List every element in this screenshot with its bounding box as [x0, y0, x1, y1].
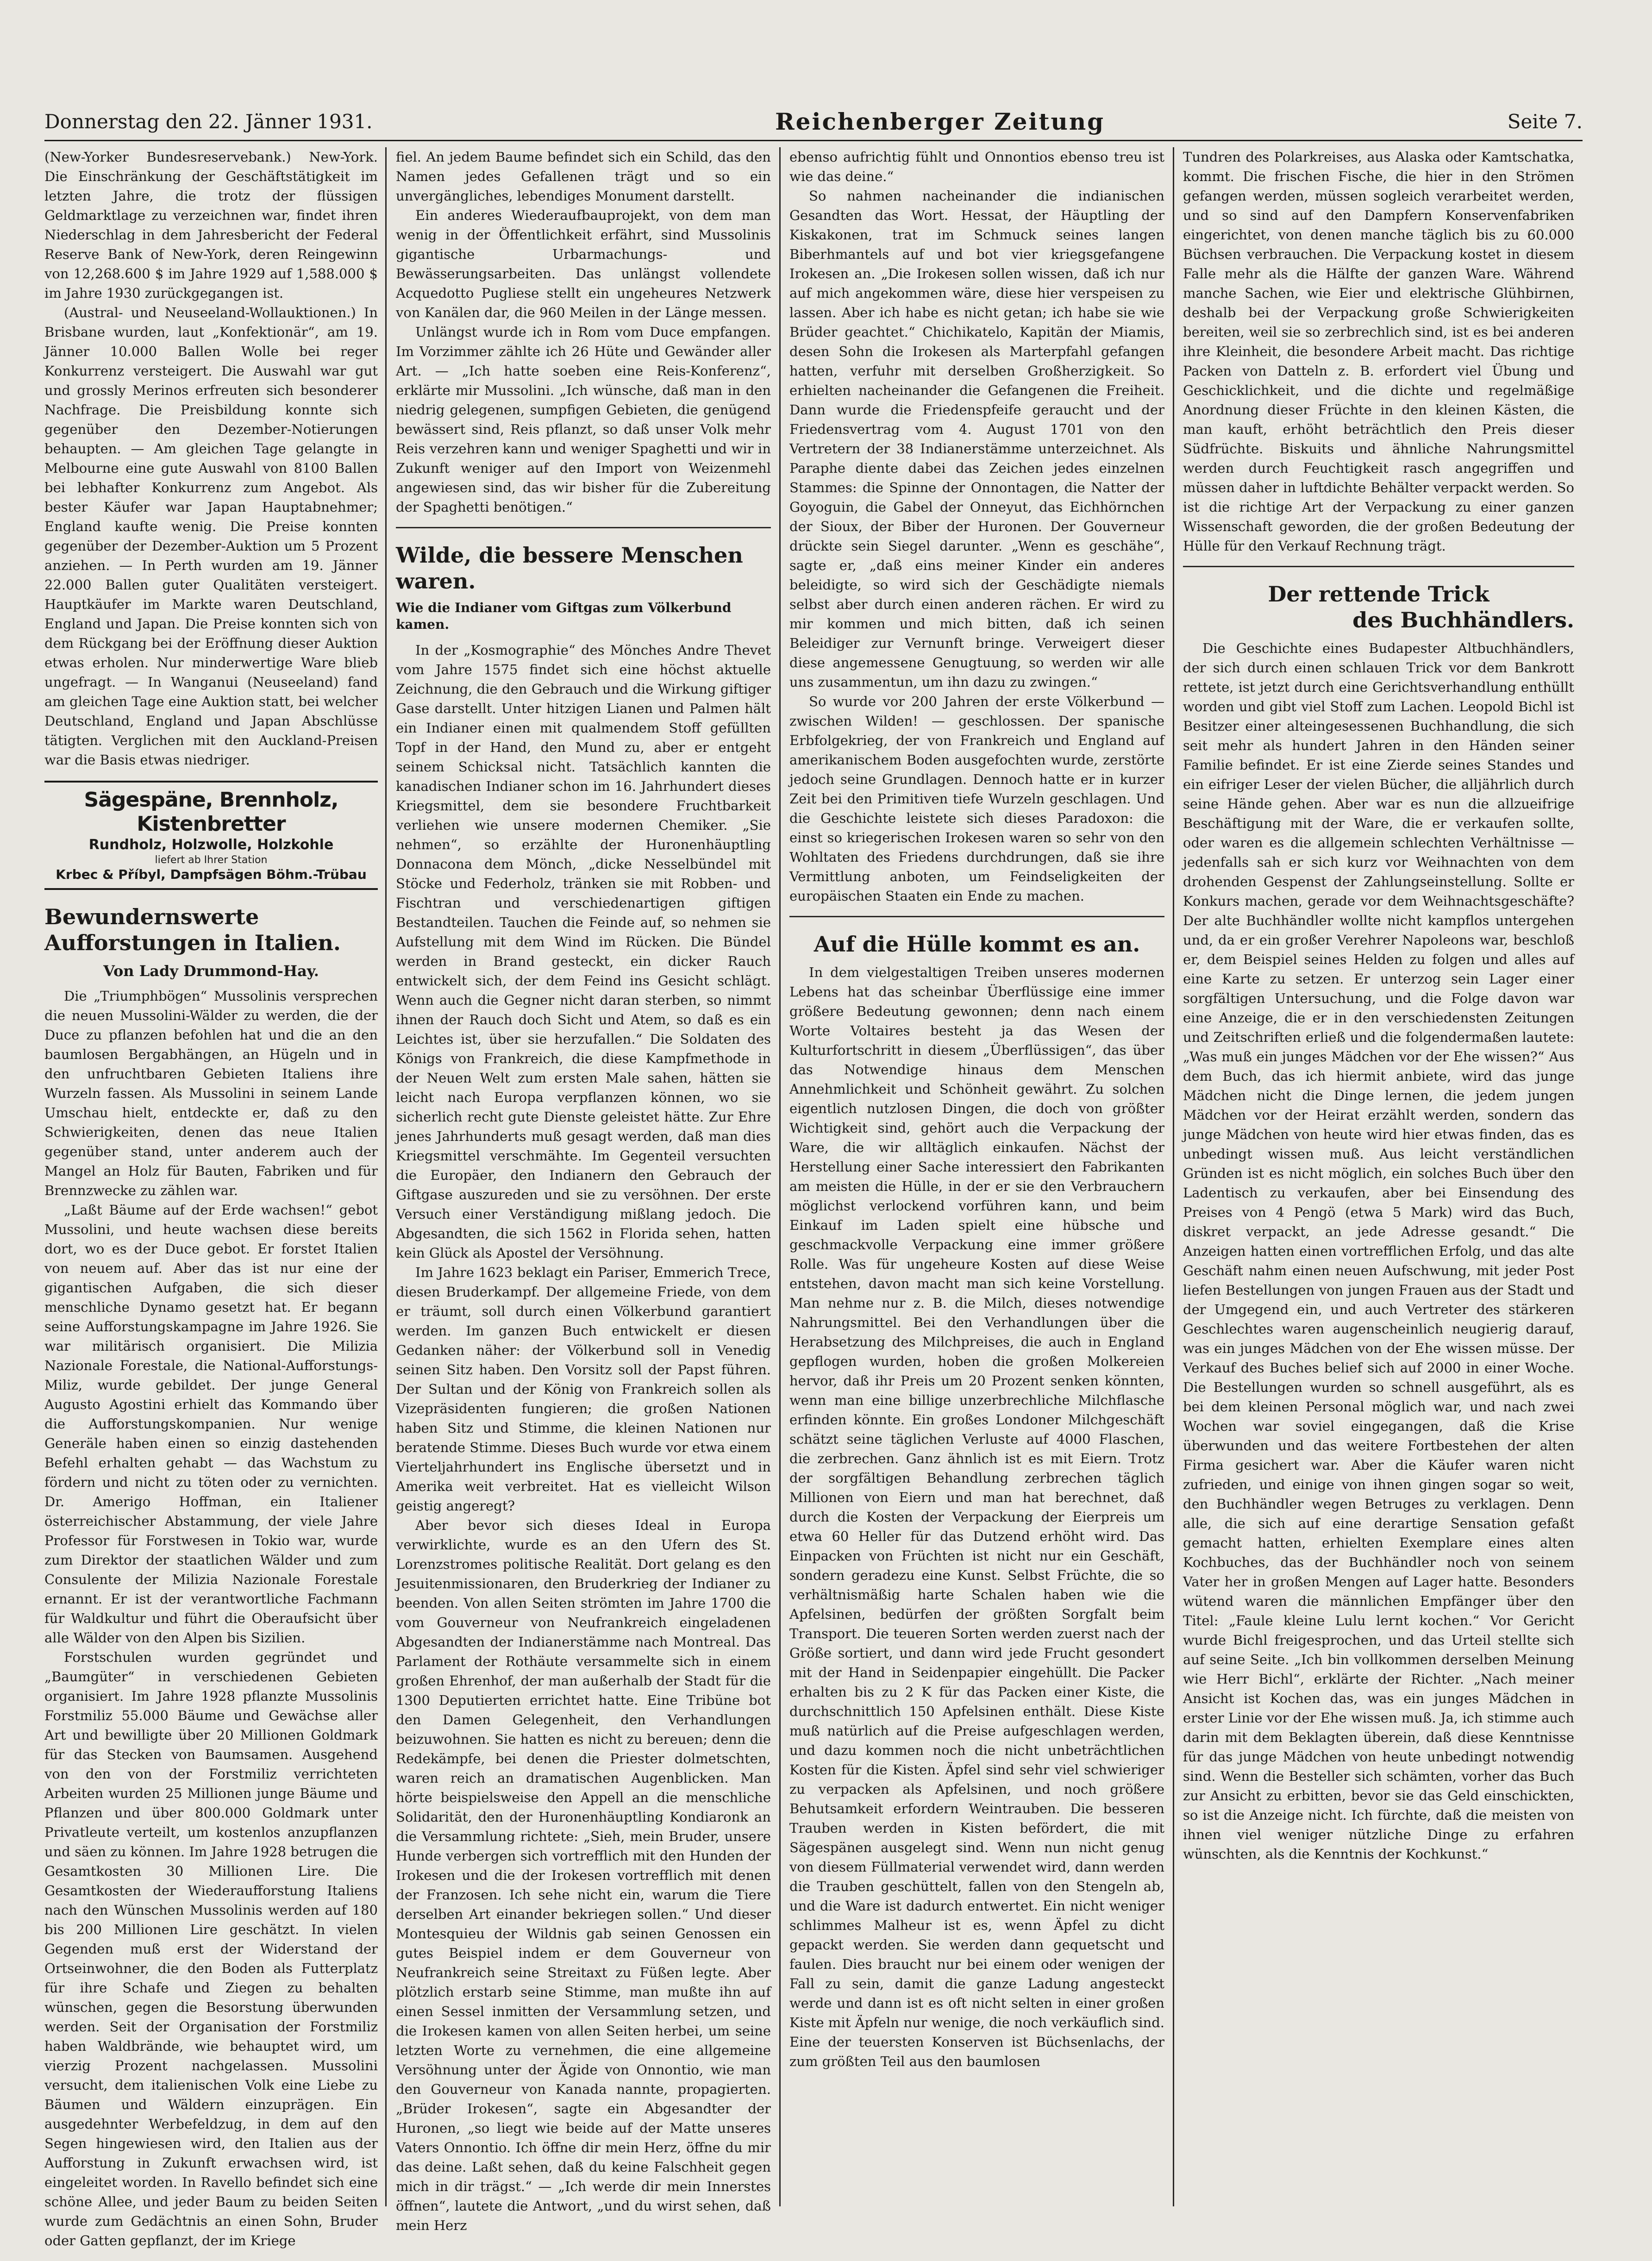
- news-item-wool-auctions: (Austral- und Neuseeland-Wollauktionen.) In Brisbane wurden, laut „Konfektionär“, am 19. Jänner 10.000 Ballen Wolle bei reger Konkurrenz versteigert. Die Auswahl war gut und grossly Merinos erfreuten sich besonderer Nachfrage. Die Preisbildung konnte sich gegenüber den Dezember-Notierungen behaupten. — Am gleichen Tage gelangte in Melbourne eine gute Auswahl von 8100 Ballen bei lebhafter Konkurrenz zum Angebot. Als bester Käufer war Japan Hauptabnehmer; England kaufte wenig. Die Preise konnten gegenüber der Dezember-Auktion um 5 Prozent anziehen. — In Perth wurden am 19. Jänner 22.000 Ballen guter Qualitäten versteigert. Hauptkäufer im Markte waren Deutschland, England und Japan. Die Preise konnten sich von dem Rückgang bei der Eröffnung dieser Auktion etwas erholen. Nur minderwertige Ware blieb ungefragt. — In Wanganui (Neuseeland) fand am gleichen Tage eine Auktion statt, bei welcher Deutschland, England und Japan Abschlüsse tätigten. Verglichen mit den Auckland-Preisen war die Basis etwas niedriger.: [44, 305, 378, 768]
- ad-headline: Sägespäne, Brennholz, Kistenbretter: [84, 788, 338, 836]
- article-paragraph: Unlängst wurde ich in Rom vom Duce empfangen. Im Vorzimmer zählte ich 26 Hüte und Gewänder aller Art. — „Ich hatte soeben eine Reis-Konferenz“, erklärte mir Mussolini. „Ich wünsche, daß man in den niedrig gelegenen, sumpfigen Gebieten, die genügend bewässert sind, Reis pflanzt, so daß unser Volk mehr Reis verzehren kann und weniger Spaghetti und wir in Zukunft weniger auf den Import von Weizenmehl angewiesen sind, das wir bisher für die Zubereitung der Spaghetti benötigen.“: [396, 324, 771, 515]
- article-paragraph: In der „Kosmographie“ des Mönches Andre Thevet vom Jahre 1575 findet sich eine höchst aktuelle Zeichnung, die den Gebrauch und die Wirkung giftiger Gase darstellt. Unter hitzigen Lianen und Palmen hält ein Indianer einen mit qualmendem Stoff gefüllten Topf in der Hand, den Mund zu, aber er entgeht seinem Schicksal nicht. Tatsächlich kannten die kanadischen Indianer schon im 16. Jahrhundert dieses Kriegsmittel, dem sie besondere Fruchtbarkeit verliehen wie unsere modernen Chemiker. „Sie nehmen“, so erzählte der Huronenhäuptling Donnacona dem Mönch, „dicke Nesselbündel mit Stöcke und Federholz, tränken sie mit Robben- und Fischtran und verschiedenartigen giftigen Bestandteilen. Tauchen die Feinde auf, so nehmen sie Aufstellung mit dem Wind im Rücken. Die Bündel werden in Brand gesteckt, ein dicker Rauch entwickelt sich, der dem Feind ins Gesicht schlägt. Wenn auch die Gegner nicht daran sterben, so nimmt ihnen der Rauch doch Sicht und Atem, so daß es ein Leichtes ist, über sie herzufallen.“ Die Soldaten des Königs von Frankreich, die diese Kampfmethode in der Neuen Welt zum ersten Male sahen, hätten sie leicht nach Europa verpflanzen können, wo sie sicherlich recht gute Dienste geleistet hätte. Zur Ehre jenes Jahrhunderts muß gesagt werden, daß man dies Kriegsmittel verschmähte. Im Gegenteil versuchten die Europäer, den Indianern den Gebrauch der Giftgase auszureden und sie zu versöhnen. Der erste Versuch einer Verständigung mißlang jedoch. Die Abgesandten, die sich 1562 in Florida sehen, hatten kein Glück als Apostel der Versöhnung.: [396, 642, 771, 1261]
- article-paragraph: Ein anderes Wiederaufbauprojekt, von dem man wenig in der Öffentlichkeit erfährt, sind Mussolinis gigantische Urbarmachungs- und Bewässerungsarbeiten. Das unlängst vollendete Acquedotto Pugliese stellt ein ungeheures Netzwerk von Kanälen dar, die 960 Meilen in der Länge messen.: [396, 207, 771, 320]
- article-byline: Von Lady Drummond-Hay.: [103, 962, 319, 980]
- article-title-wilde: Wilde, die bessere Menschen waren.: [396, 543, 743, 594]
- article-paragraph: Die Geschichte eines Budapester Altbuchhändlers, der sich durch einen schlauen Trick vor dem Bankrott rettete, ist jetzt durch eine Gerichtsverhandlung enthüllt worden und gibt viel Stoff zum Lachen. Leopold Bichl ist Besitzer einer alteingesessenen Buchhandlung, die sich seit mehr als hundert Jahren in den Händen seiner Familie befindet. Er ist eine Zierde seines Standes und ein eifriger Leser der vielen Bücher, die alljährlich durch seine Hände gehen. Aber war es nun die allzueifrige Beschäftigung mit der Ware, die er verkaufen sollte, oder waren es die allgemein schlechten Verhältnisse — jedenfalls sah er sich kurz vor Weihnachten von dem drohenden Gespenst der Zahlungseinstellung. Sollte er Konkurs machen, gerade vor dem Weihnachtsgeschäfte? Der alte Buchhändler wollte nicht kampflos untergehen und, da er ein großer Verehrer Napoleons war, beschloß er, dem Beispiel seines Helden zu folgen und alles auf eine Karte zu setzen. Er unterzog sein Lager einer sorgfältigen Untersuchung, und die Folge davon war eine Anzeige, die er in den verschiedensten Zeitungen und Zeitschriften erließ und die folgendermaßen lautete: „Was muß ein junges Mädchen vor der Ehe wissen?“ Aus dem Buch, das ich hiermit anbiete, wird das junge Mädchen nicht die Dinge lernen, die jedem jungen Mädchen vor der Heirat erzählt werden, sondern das junge Mädchen von heute wird hier etwas finden, das es unbedingt wissen muß. Aus leicht verständlichen Gründen ist es nicht möglich, ein solches Buch über den Ladentisch zu verkaufen, aber bei Einsendung des Preises von 4 Pengö (etwa 5 Mark) wird das Buch, diskret verpackt, an jede Adresse gesandt.“ Die Anzeigen hatten einen vortrefflichen Erfolg, und das alte Geschäft nahm einen neuen Aufschwung, mit jeder Post liefen Bestellungen von jungen Frauen aus der Stadt und der Umgegend ein, und auch Vertreter des stärkeren Geschlechtes waren augenscheinlich neugierig darauf, was ein junges Mädchen von der Ehe wissen müsse. Der Verkauf des Buches belief sich auf 2000 in einer Woche. Die Bestellungen wurden so schnell ausgeführt, als es bei dem kleinen Personal möglich war, und nach zwei Wochen war soviel eingegangen, daß die Krise überwunden und das weitere Fortbestehen der alten Firma gesichert war. Aber die Käufer waren nicht zufrieden, und einige von ihnen gingen sogar so weit, den Buchhändler wegen Betruges zu verklagen. Denn alle, die sich auf eine derartige Sensation gefaßt gemacht hatten, erhielten Exemplare eines alten Kochbuches, das der Buchhändler noch von seinem Vater her in großen Mengen auf Lager hatte. Besonders wütend waren die männlichen Empfänger über den Titel: „Faule kleine Lulu lernt kochen.“ Vor Gericht wurde Bichl freigesprochen, und das Urteil stellte sich auf seine Seite. „Ich bin vollkommen derselben Meinung wie Herr Bichl“, erklärte der Richter. „Nach meiner Ansicht ist Kochen das, was ein junges Mädchen in erster Linie vor der Ehe wissen muß. Ja, ich stimme auch darin mit dem Beklagten überein, daß diese Kenntnisse für das junge Mädchen von heute unbedingt notwendig sind. Wenn die Besteller sich schämten, vorher das Buch zur Ansicht zu erbitten, bevor sie das Geld einschickten, so ist die Anzeige nicht. Ich fürchte, daß die meisten von ihnen viel weniger nützliche Dinge zu erfahren wünschten, als die Kenntnis der Kochkunst.“: [1183, 640, 1574, 1862]
- column-divider: [385, 147, 387, 2206]
- column-1: [44, 147, 378, 2248]
- article-paragraph: Aber bevor sich dieses Ideal in Europa verwirklichte, wurde es an den Ufern des St. Lorenzstromes politische Realität. Dort gelang es den Jesuitenmissionaren, den Bruderkrieg der Indianer zu beenden. Von allen Seiten strömten im Jahre 1700 die vom Gouverneur von Neufrankreich eingeladenen Abgesandten der Indianerstämme nach Montreal. Das Parlament der Rothäute versammelte sich in einem großen Ehrenhof, der man außerhalb der Stadt für die 1300 Deputierten errichtet hatte. Eine Tribüne bot den Damen Gelegenheit, den Verhandlungen beizuwohnen. Sie hatten es nicht zu bereuen; denn die Redekämpfe, bei denen die Priester dolmetschten, waren reich an dramatischen Augenblicken. Man hörte beispielsweise den Appell an die menschliche Solidarität, den der Huronenhäuptling Kondiaronk an die Versammlung richtete: „Sieh, mein Bruder, unsere Hunde verbergen sich vortrefflich mit den Hunden der Irokesen und die der Irokesen vortrefflich mit denen der Franzosen. Ich sehe nicht ein, warum die Tiere derselben Art einander bekriegen sollen.“ Und dieser Montesquieu der Wildnis gab seinen Genossen ein gutes Beispiel indem er dem Gouverneur von Neufrankreich seine Streitaxt zu Füßen legte. Aber plötzlich erstarb seine Stimme, man mußte ihn auf einen Sessel inmitten der Versammlung setzen, und die Irokesen kamen von allen Seiten herbei, um seine letzten Worte zu vernehmen, die eine allgemeine Versöhnung unter der Ägide von Onnontio, wie man den Gouverneur von Kanada nannte, propagierten. „Brüder Irokesen“, sagte ein Abgesandter der Huronen, „so liegt wie beide auf der Matte unseres Vaters Onnontio. Ich öffne dir mein Herz, öffne du mir das deine. Laßt sehen, daß du keine Falschheit gegen mich in dir trägst.“ — „Ich werde dir mein Innerstes öffnen“, lautete die Antwort, „und du wirst sehen, daß mein Herz: [396, 1517, 771, 2233]
- column-4: [1183, 147, 1574, 2206]
- issue-date: Donnerstag den 22. Jänner 1931.: [44, 110, 373, 133]
- section-divider: [789, 916, 1164, 917]
- article-paragraph: Tundren des Polarkreises, aus Alaska oder Kamtschatka, kommt. Die frischen Fische, die hier in den Strömen gefangen werden, müssen sogleich verarbeitet werden, und so sind auf den Dampfern Konservenfabriken eingerichtet, von denen manche täglich bis zu 60.000 Büchsen verbrauchen. Die Verpackung kostet in diesem Falle mehr als die Hälfte der ganzen Ware. Während manche Sachen, wie Eier und elektrische Glühbirnen, deshalb bei der Verpackung große Schwierigkeiten bereiten, weil sie so zerbrechlich sind, ist es bei anderen ihre Kleinheit, die besondere Arbeit macht. Das richtige Packen von Datteln z. B. erfordert viel Übung und Geschicklichkeit, und die dichte und regelmäßige Anordnung dieser Früchte in den kleinen Kästen, die man kauft, erhöht beträchtlich den Preis dieser Südfrüchte. Biskuits und ähnliche Nahrungsmittel werden durch Feuchtigkeit rasch angegriffen und müssen daher in luftdichte Behälter verpackt werden. So ist die richtige Art der Verpackung zu einer ganzen Wissenschaft geworden, die der großen Bedeutung der Hülle für den Verkauf Rechnung trägt.: [1183, 149, 1574, 554]
- section-divider: [396, 527, 771, 528]
- article-title-trick-line2: des Buchhändlers.: [1352, 608, 1574, 633]
- article-paragraph: Forstschulen wurden gegründet und „Baumgüter“ in verschiedenen Gebieten organisiert. Im Jahre 1928 pflanzte Mussolinis Forstmiliz 55.000 Bäume und Gewächse aller Art und bewilligte über 20 Millionen Goldmark für das Stecken von Baumsamen. Ausgehend von den von der Forstmiliz verrichteten Arbeiten wurden 25 Millionen junge Bäume und Pflanzen und über 800.000 Goldmark unter Privatleute verteilt, um kostenlos anzupflanzen und säen zu können. Im Jahre 1928 betrugen die Gesamtkosten 30 Millionen Lire. Die Gesamtkosten der Wiederaufforstung Italiens nach den Wünschen Mussolinis werden auf 180 bis 200 Millionen Lire geschätzt. In vielen Gegenden muß erst der Widerstand der Ortseinwohner, die den Boden als Futterplatz für ihre Schafe und Ziegen zu behalten wünschen, gegen die Besorstung überwunden werden. Seit der Organisation der Forstmiliz haben Waldbrände, wie behauptet wird, um vierzig Prozent nachgelassen. Mussolini versucht, dem italienischen Volk eine Liebe zu Bäumen und Wäldern einzuprägen. Ein ausgedehnter Werbefeldzug, in dem auf den Segen hingewiesen wird, den Italien aus der Aufforstung in Zukunft erwachsen wird, ist eingeleitet worden. In Ravello befindet sich eine schöne Allee, und jeder Baum zu beiden Seiten wurde zum Gedächtnis an einen Sohn, Bruder oder Gatten gepflanzt, der im Kriege: [44, 1649, 378, 2248]
- article-paragraph: So nahmen nacheinander die indianischen Gesandten das Wort. Hessat, der Häuptling der Kiskakonen, trat im Schmuck seines langen Biberhmantels auf und bot vier kriegsgefangene Irokesen an. „Die Irokesen sollen wissen, daß ich nur auf mich angekommen wäre, diese hier verspeisen zu lassen. Aber ich habe es nicht getan; ich habe sie wie Brüder geachtet.“ Chichikatelo, Kapitän der Miamis, desen Sohn die Irokesen als Marterpfahl gefangen hatten, verfuhr mit derselben Großherzigkeit. So erhielten nacheinander die Gefangenen die Freiheit. Dann wurde die Friedenspfeife geraucht und der Friedensvertrag vom 4. August 1701 von den Vertretern der 38 Indianerstämme unterzeichnet. Als Paraphe diente dabei das Zeichen jedes einzelnen Stammes: die Spinne der Onnontagen, die Natter der Goyoguin, die Gabel der Onneyut, das Eichhörnchen der Sioux, der Biber der Huronen. Der Gouverneur drückte sein Siegel darunter. „Wenn es geschähe“, sagte er, „daß eins meiner Kinder ein anderes beleidigte, so wird sich der Geschädigte niemals selbst aber durch einen anderen rächen. Er wird zu mir kommen und mich bitten, daß ich seinen Beleidiger zur Vernunft bringe. Verweigert dieser diese angemessene Genugtuung, so werden wir alle uns zusammentun, um ihn dazu zu zwingen.“: [789, 188, 1164, 690]
- ad-products: Rundholz, Holzwolle, Holzkohle: [88, 837, 334, 853]
- column-divider: [1173, 147, 1174, 2206]
- newspaper-title: Reichenberger Zeitung: [775, 107, 1105, 135]
- ad-company: Krbec & Příbyl, Dampfsägen Böhm.-Trübau: [56, 867, 367, 882]
- article-paragraph: In dem vielgestaltigen Treiben unseres modernen Lebens hat das scheinbar Überflüssige eine immer größere Bedeutung gewonnen; denn nach einem Worte Voltaires besteht ja das Wesen der Kulturfortschritt in diesem „Überflüssigen“, das über das Notwendige hinaus dem Menschen Annehmlichkeit und Schönheit gewährt. Zu solchen eigentlich nutzlosen Dingen, die doch von größter Wichtigkeit sind, gehört auch die Verpackung der Ware, die wir alltäglich einkaufen. Nächst der Herstellung einer Sache interessiert den Fabrikanten am meisten die Hülle, in der er sie den Verbrauchern möglichst verlockend vorführen kann, und beim Einkauf im Laden spielt eine hübsche und geschmackvolle Verpackung eine immer größere Rolle. Was für ungeheure Kosten auf diese Weise entstehen, davon macht man sich keine Vorstellung. Man nehme nur z. B. die Milch, dieses notwendige Nahrungsmittel. Bei den Verhandlungen über die Herabsetzung des Milchpreises, die auch in England gepflogen wurden, hoben die großen Molkereien hervor, daß ihr Preis um 20 Prozent senken könnten, wenn man eine billige unzerbrechliche Milchflasche erfinden könnte. Ein großes Londoner Milchgeschäft schätzt seine täglichen Verluste auf 4000 Flaschen, die zerbrechen. Ganz ähnlich ist es mit Eiern. Trotz der sorgfältigen Behandlung zerbrechen täglich Millionen von Eiern und man hat berechnet, daß durch die Kosten der Verpackung der Eierpreis um etwa 60 Heller für das Dutzend erhöht wird. Das Einpacken von Früchten ist nicht nur ein Geschäft, sondern geradezu eine Kunst. Selbst Früchte, die so verhältnismäßig harte Schalen haben wie die Apfelsinen, bedürfen der größten Sorgfalt beim Transport. Die teueren Sorten werden zuerst nach der Größe sortiert, und dann wird jede Frucht gesondert mit der Hand in Seidenpapier eingehüllt. Die Packer erhalten bis zu 2 K für das Packen einer Kiste, die durchschnittlich 150 Apfelsinen enthält. Diese Kiste muß natürlich auf die Preise aufgeschlagen werden, und dazu kommen noch die nicht unbeträchtlichen Kosten für die Kisten. Äpfel sind sehr viel schwieriger zu verpacken als Apfelsinen, und noch größere Behutsamkeit erfordern Weintrauben. Die besseren Trauben werden in Kisten befördert, die mit Sägespänen ausgelegt sind. Wenn nun nicht genug von diesem Füllmaterial verwendet wird, dann werden die Trauben geschüttelt, fallen von den Stengeln ab, und die Ware ist dadurch entwertet. Ein nicht weniger schlimmes Malheur ist es, wenn Äpfel zu dicht gepackt werden. Sie werden dann gequetscht und faulen. Dies braucht nur bei einem oder wenigen der Fall zu sein, damit die ganze Ladung angesteckt werde und dann ist es oft nicht selten in einer großen Kiste mit Äpfeln nur wenige, die noch verkäuflich sind. Eine der teuersten Konserven ist Büchsenlachs, der zum größten Teil aus den baumlosen: [789, 965, 1164, 2069]
- article-title-huelle: Auf die Hülle kommt es an.: [813, 932, 1140, 957]
- article-paragraph: ebenso aufrichtig fühlt und Onnontios ebenso treu ist wie das deine.“: [789, 149, 1164, 184]
- article-title-trick-line1: Der rettende Trick: [1268, 582, 1489, 607]
- advertisement: [44, 781, 378, 890]
- column-divider: [779, 147, 781, 2206]
- section-divider: [1183, 566, 1574, 567]
- page-header: [44, 105, 1583, 138]
- ad-delivery-note: liefert ab Ihrer Station: [155, 854, 268, 866]
- page-number: Seite 7.: [1507, 110, 1583, 133]
- article-title-aufforstungen: Bewundernswerte Aufforstungen in Italien.: [44, 904, 341, 955]
- header-rule: [44, 140, 1583, 141]
- column-2: [396, 147, 771, 2233]
- article-paragraph: fiel. An jedem Baume befindet sich ein Schild, das den Namen jedes Gefallenen trägt und so ein unvergängliches, lebendiges Monument darstellt.: [396, 149, 771, 204]
- news-item-newyork-bank: (New-Yorker Bundesreservebank.) New-York. Die Einschränkung der Geschäftstätigkeit im letzten Jahre, die trotz der flüssigen Geldmarktlage zu verzeichnen war, findet ihren Niederschlag in dem Jahresbericht der Federal Reserve Bank of New-York, deren Reingewinn von 12,268.600 $ im Jahre 1929 auf 1,588.000 $ im Jahre 1930 zurückgegangen ist.: [44, 149, 378, 301]
- article-paragraph: Die „Triumphbögen“ Mussolinis versprechen die neuen Mussolini-Wälder zu werden, die der Duce zu pflanzen befohlen hat und die an den baumlosen Bergabhängen, an Hügeln und in den unfruchtbaren Gebieten Italiens ihre Wurzeln fassen. Als Mussolini in seinem Lande Umschau hielt, entdeckte er, daß zu den Schwierigkeiten, denen das neue Italien gegenüber stand, unter anderem auch der Mangel an Holz für Bauten, Fabriken und für Brennzwecke zu zählen war.: [44, 988, 378, 1198]
- article-paragraph: Im Jahre 1623 beklagt ein Pariser, Emmerich Trece, diesen Bruderkampf. Der allgemeine Friede, von dem er träumt, soll durch einen Völkerbund garantiert werden. Im ganzen Buch entwickelt er diesen Gedanken näher: der Völkerbund soll in Venedig seinen Sitz haben. Den Vorsitz soll der Papst führen. Der Sultan und der König von Frankreich sollen als Vizepräsidenten fungieren; die großen Nationen haben Sitz und Stimme, die kleinen Nationen nur beratende Stimme. Dieses Buch wurde vor etwa einem Vierteljahrhundert ins Englische übersetzt und in Amerika weit verbreitet. Hat es vielleicht Wilson geistig angeregt?: [396, 1265, 771, 1514]
- column-3: [789, 147, 1164, 2206]
- article-paragraph: „Laßt Bäume auf der Erde wachsen!“ gebot Mussolini, und heute wachsen diese bereits dort, wo es der Duce gebot. Er forstet Italien von neuem auf. Aber das ist nur eine der gigantischen Aufgaben, die sich dieser menschliche Dynamo gesetzt hat. Er begann seine Aufforstungskampagne im Jahre 1926. Sie war militärisch organisiert. Die Milizia Nazionale Forestale, die National-Aufforstungs-Miliz, wurde gebildet. Der junge General Augusto Agostini erhielt das Kommando über die Aufforstungskompanien. Nur wenige Generäle haben einen so einzig dastehenden Befehl erhalten gehabt — das Wachstum zu fördern und nicht zu töten oder zu vernichten. Dr. Amerigo Hoffman, ein Italiener österreichischer Abstammung, der viele Jahre Professor für Forstwesen in Tokio war, wurde zum Direktor der staatlichen Wälder und zum Consulente der Milizia Nazionale Forestale ernannt. Er ist der verantwortliche Fachmann für Waldkultur und führt die Oberaufsicht über alle Wälder von den Alpen bis Sizilien.: [44, 1202, 378, 1646]
- article-subtitle: Wie die Indianer vom Giftgas zum Völkerbund kamen.: [396, 600, 732, 632]
- article-paragraph: So wurde vor 200 Jahren der erste Völkerbund — zwischen Wilden! — geschlossen. Der spanische Erbfolgekrieg, der von Frankreich und England auf amerikanischem Boden ausgefochten wurde, zerstörte jedoch seine Grundlagen. Dennoch hatte er in kurzer Zeit bei den Primitiven tiefe Wurzeln geschlagen. Und die Geschichte leistete sich dieses Paradoxon: die einst so kriegerischen Irokesen waren so sehr von den Wohltaten des Friedens durchdrungen, daß sie ihre Vermittlung anboten, um Feindseligkeiten der europäischen Staaten ein Ende zu machen.: [789, 694, 1164, 904]
